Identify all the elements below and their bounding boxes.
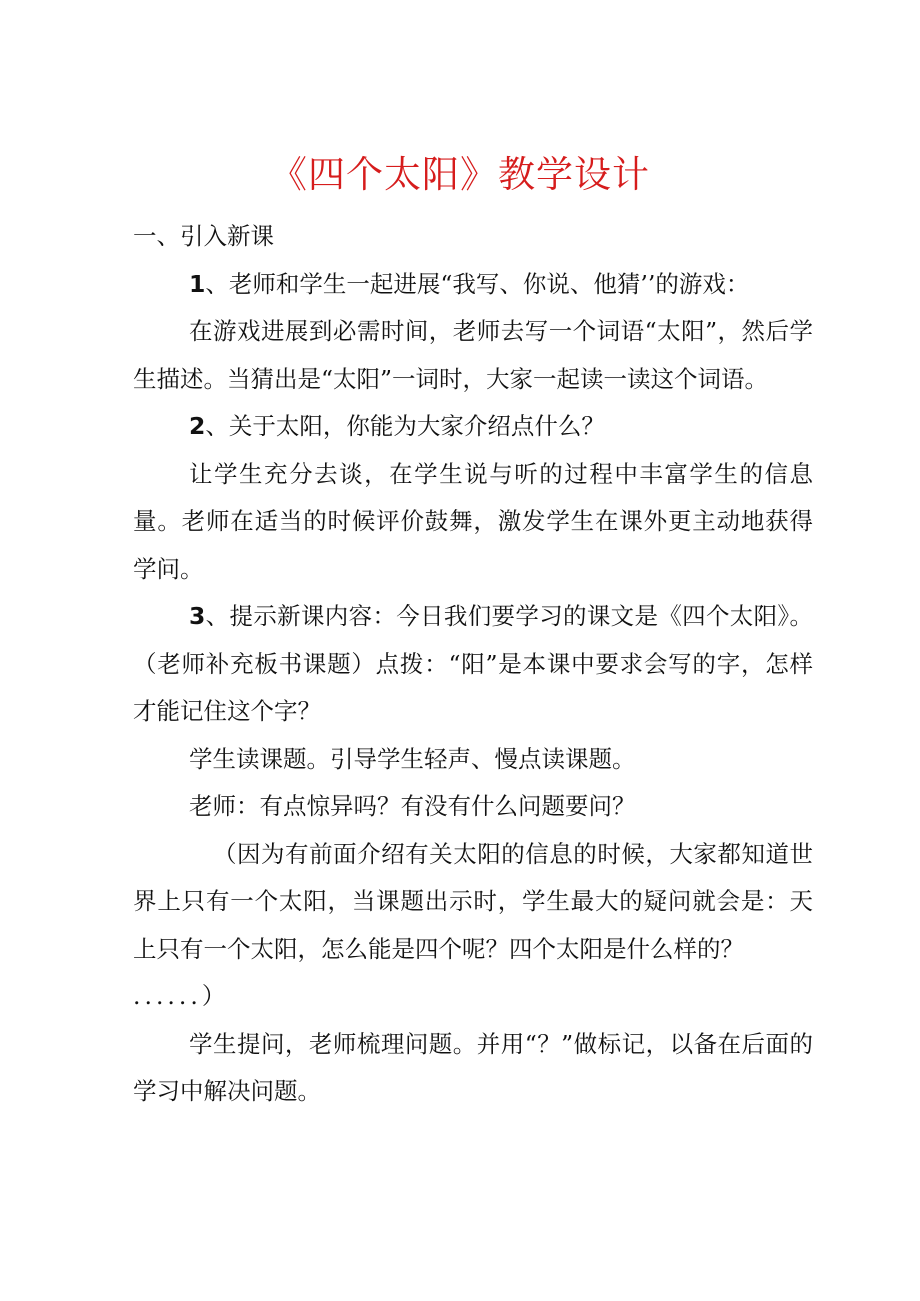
paragraph-1 bbox=[133, 261, 813, 309]
paragraph-4: 让学生充分去谈，在学生说与听的过程中丰富学生的信息量。老师在适当的时候评价鼓舞，激发学生在课外更主动地获得学问。 bbox=[133, 459, 813, 583]
section-heading: 一、引入新课 bbox=[133, 222, 274, 250]
paragraph-8 bbox=[133, 831, 813, 1021]
paragraph-1-text: 、老师和学生一起进展“我写、你说、他猜’’的游戏： bbox=[205, 269, 750, 298]
paragraph-2: 在游戏进展到必需时间，老师去写一个词语“太阳”，然后学生描述。当猜出是“太阳”一词时，大家一起读一读这个词语。 bbox=[133, 317, 813, 393]
step-number-3: 3 bbox=[189, 602, 206, 630]
paragraph-8-tail: ......） bbox=[133, 982, 230, 1010]
step-number-2: 2 bbox=[189, 412, 206, 440]
paragraph-5 bbox=[133, 593, 813, 736]
paragraph-6: 学生读课题。引导学生轻声、慢点读课题。 bbox=[189, 744, 636, 773]
paragraph-8-text: （因为有前面介绍有关太阳的信息的时候，大家都知道世界上只有一个太阳，当课题出示时，学生最大的疑问就会是：天上只有一个太阳，怎么能是四个呢？四个太阳是什么样的？ bbox=[133, 839, 813, 963]
document-title: 《四个太阳》教学设计 bbox=[270, 153, 650, 196]
paragraph-9: 学生提问，老师梳理问题。并用“？”做标记，以备在后面的学习中解决问题。 bbox=[133, 1029, 813, 1105]
document-body bbox=[133, 213, 813, 1116]
paragraph-5-text: 、提示新课内容：今日我们要学习的课文是《四个太阳》。（老师补充板书课题）点拨：“阳”是本课中要求会写的字，怎样才能记住这个字？ bbox=[133, 602, 813, 725]
paragraph-7: 老师：有点惊异吗？有没有什么问题要问？ bbox=[189, 792, 636, 820]
step-number-1: 1 bbox=[189, 269, 206, 298]
paragraph-3-text: 、关于太阳，你能为大家介绍点什么？ bbox=[205, 412, 605, 440]
paragraph-3 bbox=[133, 403, 813, 451]
